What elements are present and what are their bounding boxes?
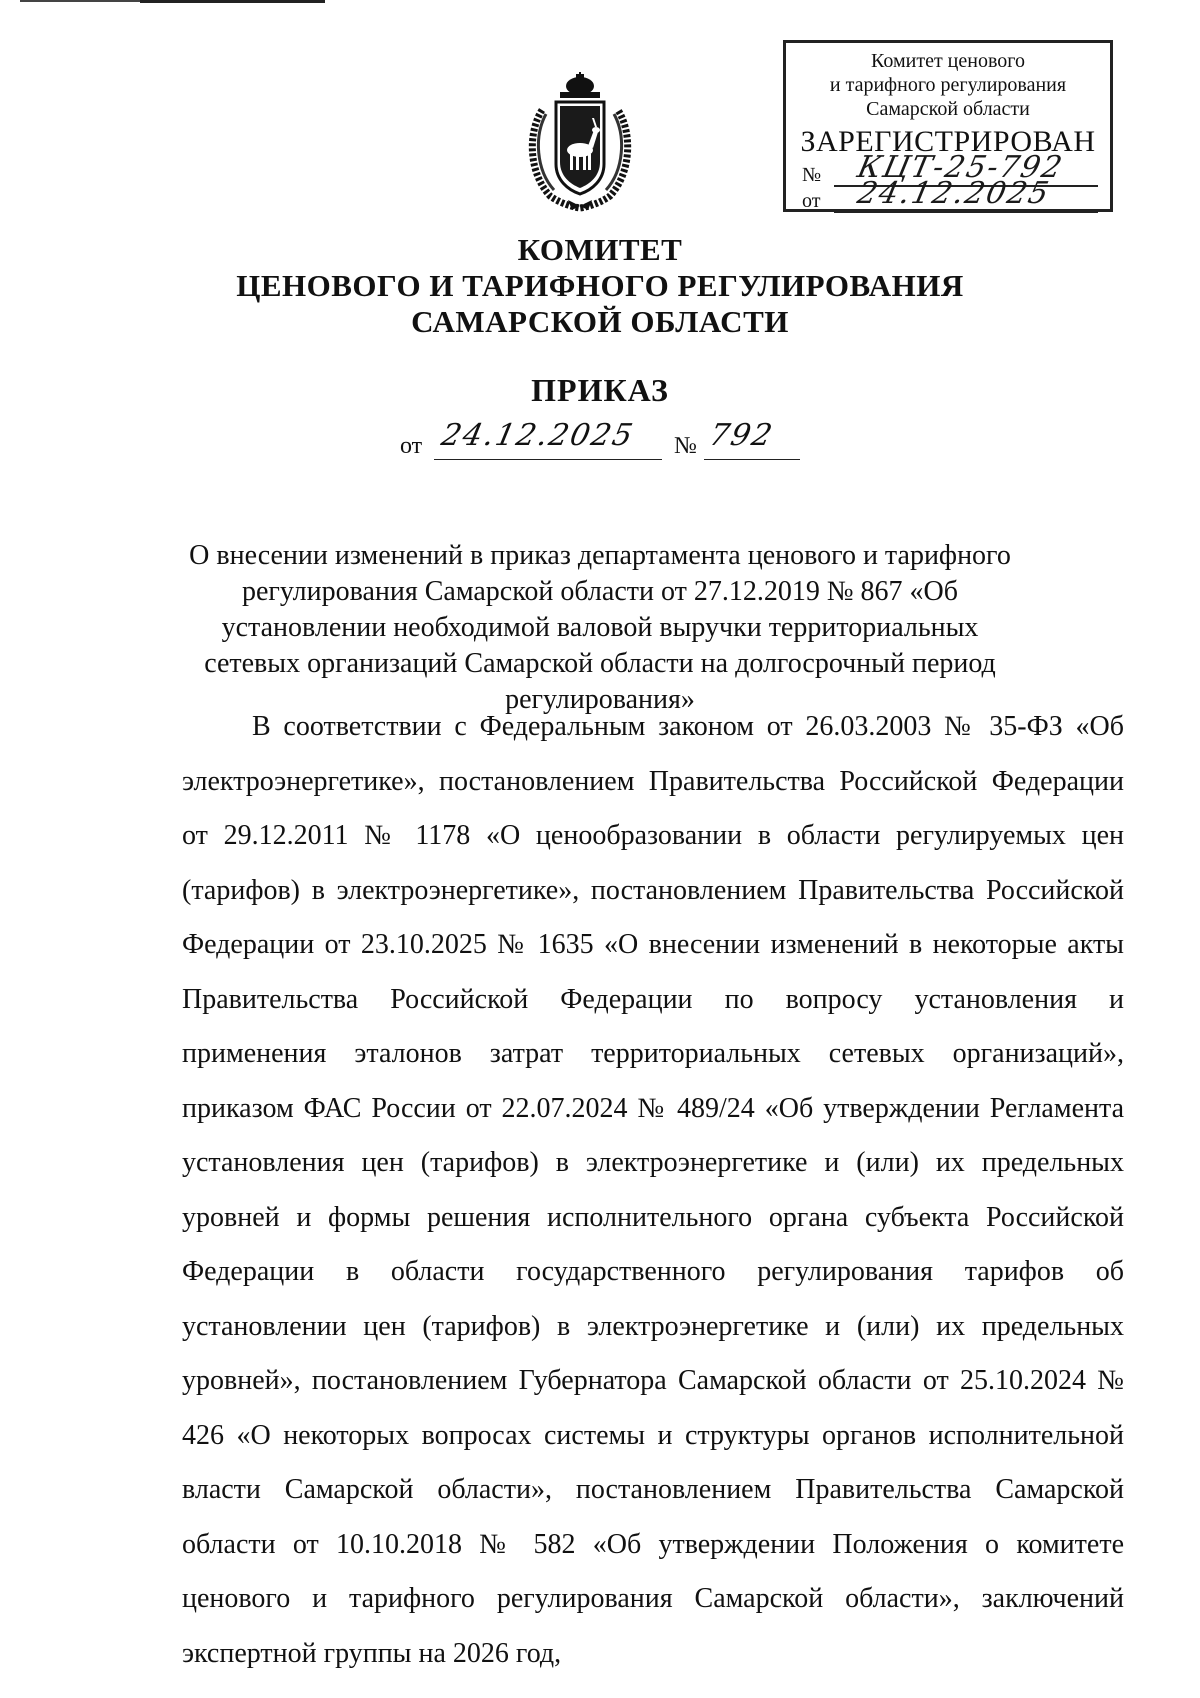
order-number-field	[704, 419, 800, 460]
org-title-line: КОМИТЕТ	[517, 232, 683, 267]
org-title-line: ЦЕНОВОГО И ТАРИФНОГО РЕГУЛИРОВАНИЯ	[236, 268, 964, 303]
stamp-date-row	[802, 176, 1102, 215]
scan-edge-mark	[20, 0, 140, 2]
stamp-org-line: и тарифного регулирования	[829, 74, 1067, 96]
stamp-date-label: от	[802, 190, 821, 212]
order-body-paragraph: В соответствии с Федеральным законом от 26.03.2003 № 35-ФЗ «Об электроэнергетике», постановлением Правительства Российской Федерации от 29.12.2011 № 1178 «О ценообразовании в области регулируемых цен (тарифов) в электроэнергетике», постановлением Правительства Российской Федерации от 23.10.2025 № 1635 «О внесении изменений в некоторые акты Правительства Российской Федерации по вопросу установления и применения эталонов затрат территориальных сетевых организаций», приказом ФАС России от 22.07.2024 № 489/24 «Об утверждении Регламента установления цен (тарифов) в электроэнергетике и (или) их предельных уровней и формы решения исполнительного органа субъекта Российской Федерации в области государственного регулирования тарифов об установлении цен (тарифов) в электроэнергетике и (или) их предельных уровней», постановлением Губернатора Самарской области от 25.10.2024 № 426 «О некоторых вопросах системы и структуры органов исполнительной власти Самарской области», постановлением Правительства Самарской области от 10.10.2018 № 582 «Об утверждении Положения о комитете ценового и тарифного регулирования Самарской области», заключений экспертной группы на 2026 год,	[182, 711, 1124, 1669]
order-date-label: от	[400, 433, 423, 459]
order-date-field	[434, 419, 662, 460]
order-number-handwritten: 792	[706, 418, 777, 453]
samara-coat-of-arms-icon	[520, 72, 640, 212]
org-title-line: САМАРСКОЙ ОБЛАСТИ	[411, 304, 789, 339]
registration-stamp	[783, 40, 1113, 212]
order-date-handwritten: 24.12.2025	[438, 418, 638, 453]
scan-edge-mark	[140, 0, 325, 3]
stamp-org-line: Комитет ценового	[871, 50, 1025, 72]
stamp-number-handwritten: КЦТ-25-792	[854, 150, 1067, 185]
stamp-number-label: №	[802, 164, 822, 186]
document-type-title: ПРИКАЗ	[531, 372, 669, 408]
order-number-label: №	[674, 433, 697, 459]
stamp-registered-label: ЗАРЕГИСТРИРОВАН	[800, 125, 1096, 158]
stamp-date-handwritten: 24.12.2025	[854, 176, 1054, 211]
order-subject: О внесении изменений в приказ департамента ценового и тарифного регулирования Самарской области от 27.12.2019 № 867 «Об установлении необходимой валовой выручки территориальных сетевых организаций Самарской области на долгосрочный период регулирования»	[189, 540, 1011, 715]
stamp-org-line: Самарской области	[866, 98, 1030, 120]
stamp-date-field	[834, 176, 1098, 213]
